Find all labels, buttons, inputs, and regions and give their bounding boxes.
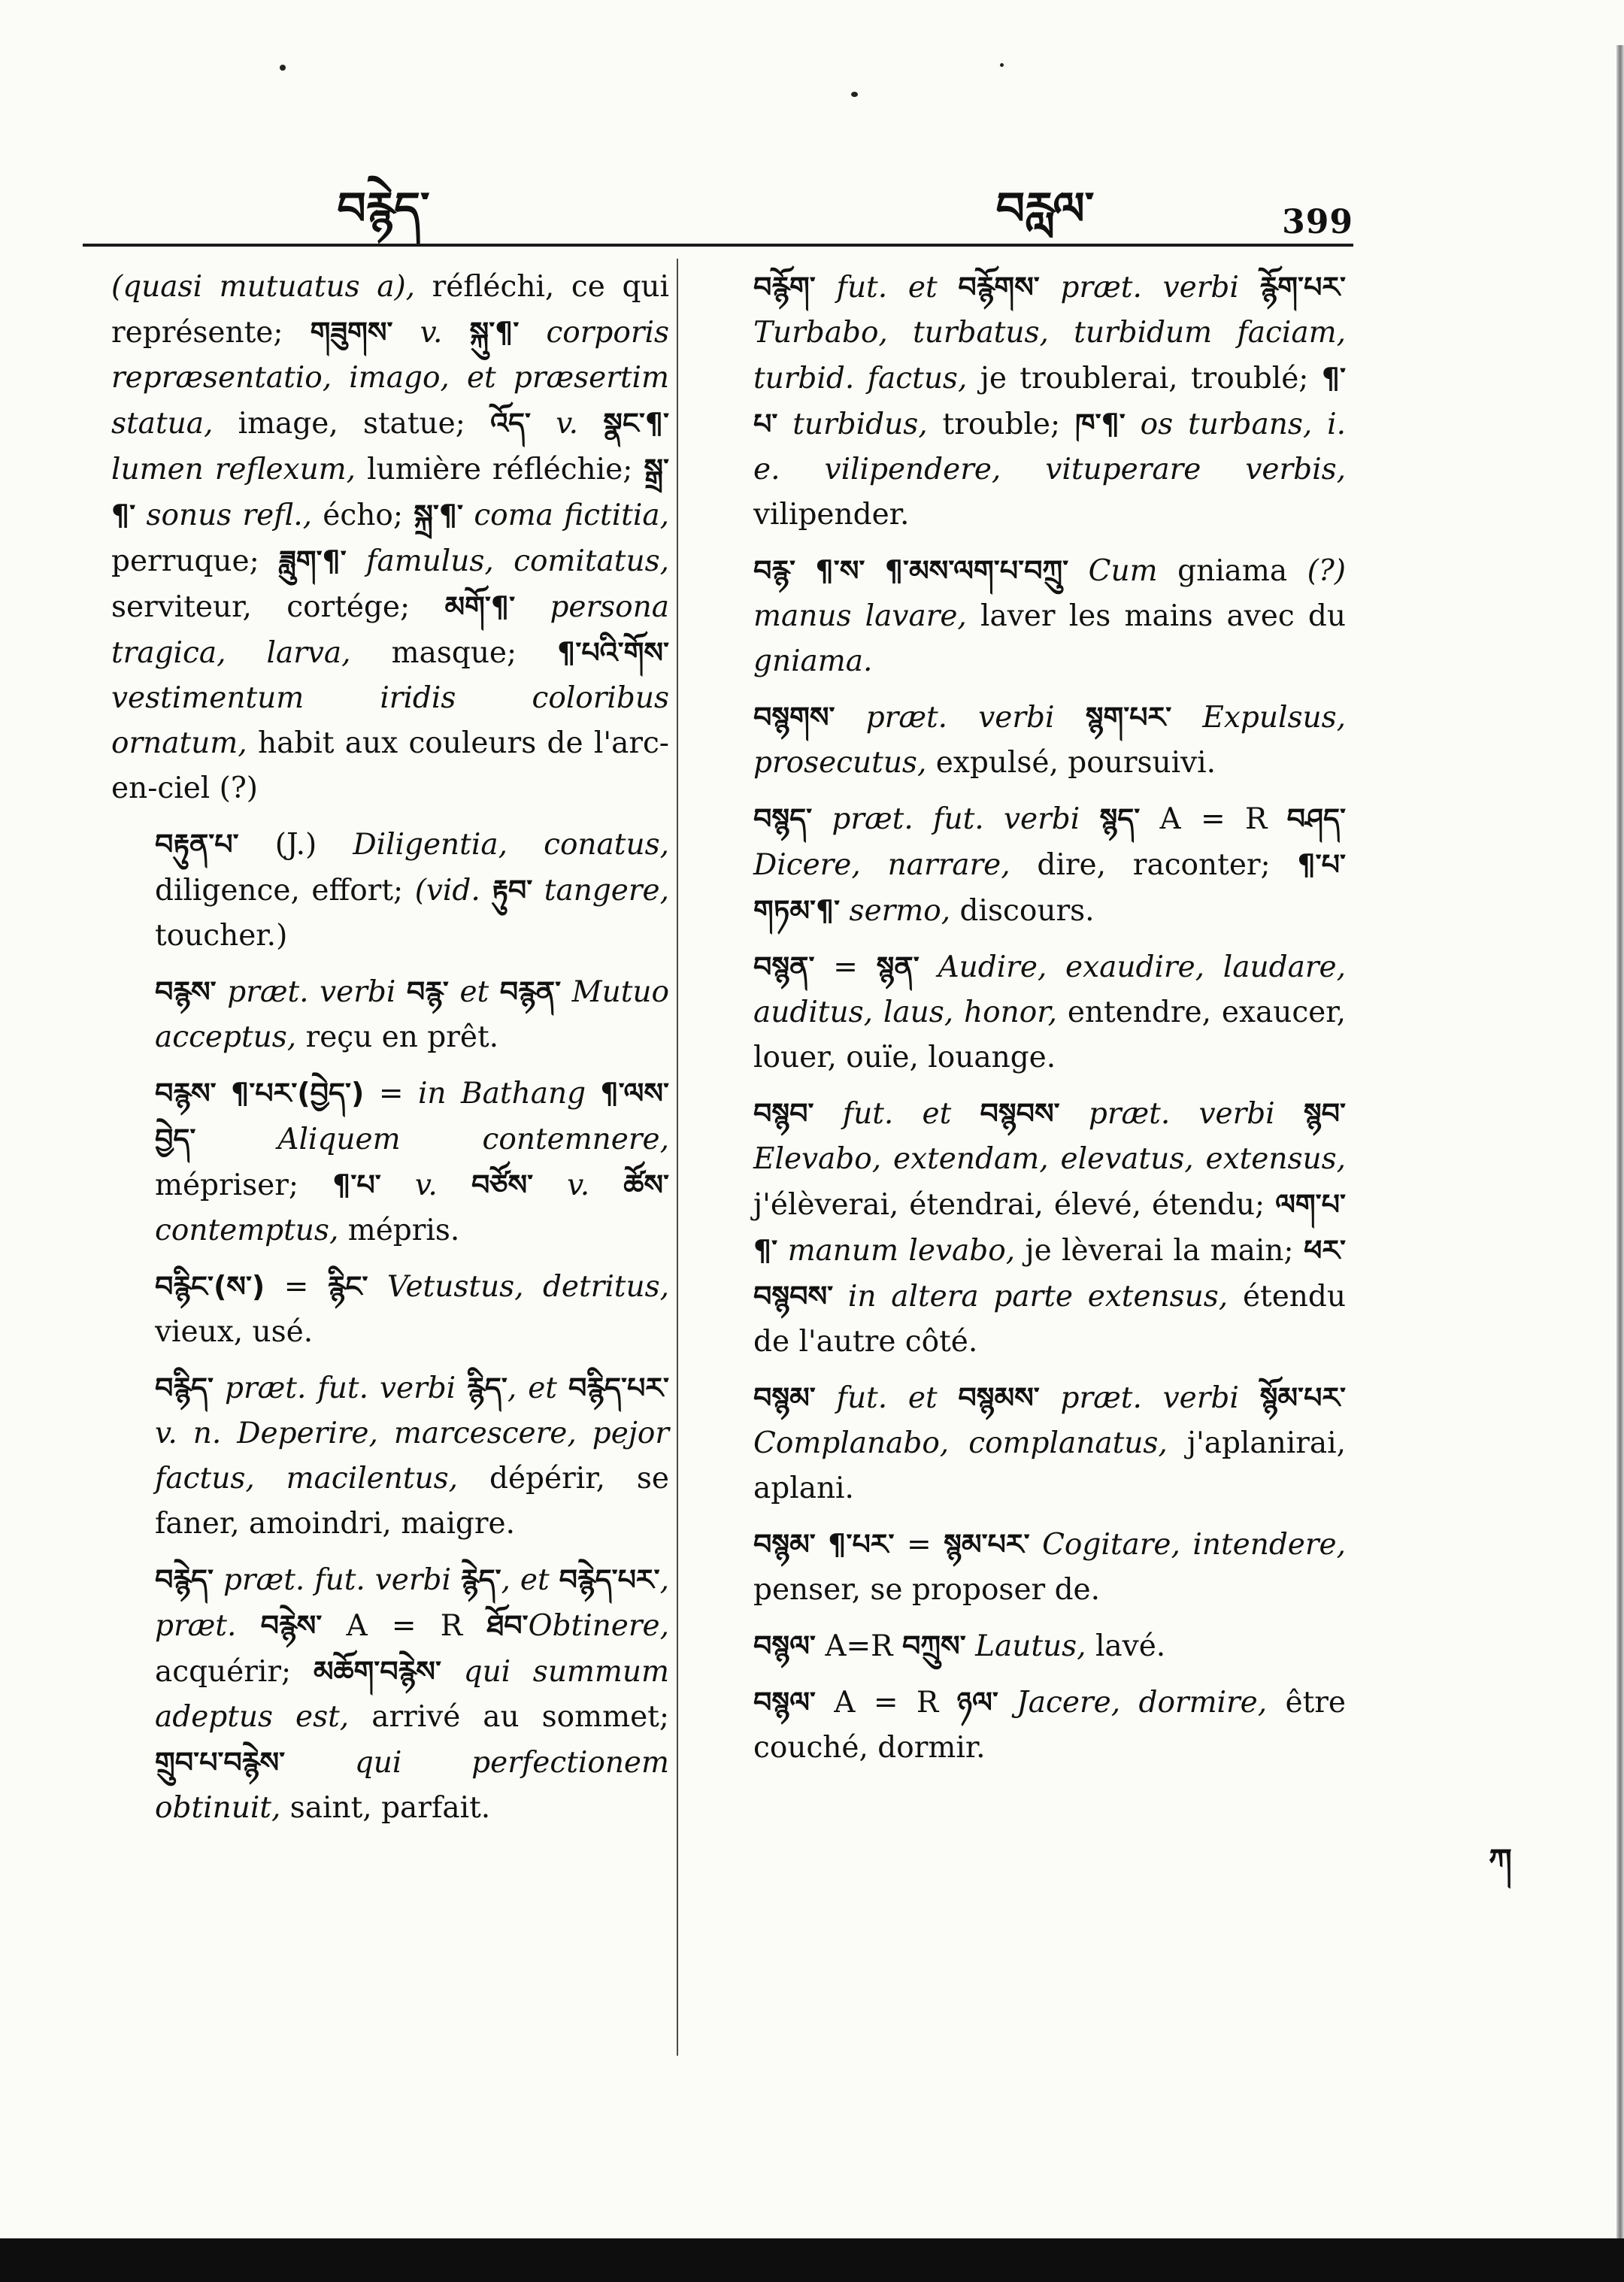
latin-gloss: præt. verbi [835, 701, 1086, 735]
tibetan-term: བརྙས་ [155, 975, 217, 1008]
latin-gloss: et [448, 975, 500, 1009]
french-gloss [586, 1077, 600, 1111]
latin-gloss: præt. verbi [1059, 1097, 1304, 1131]
tibetan-term: སྙམ་པར་ [944, 1528, 1030, 1561]
latin-gloss: , præt. [155, 1563, 669, 1643]
latin-gloss: sonus refl., [135, 499, 313, 532]
tibetan-term: ཕར་བསྙབས་ [753, 1234, 1346, 1313]
french-gloss: expulsé, poursuivi. [926, 746, 1216, 780]
tibetan-term: ལག་པ་¶་ [753, 1188, 1346, 1267]
latin-gloss: v. n. Deperire, marcescere, pejor factus, macilentus, [155, 1417, 669, 1496]
dictionary-entry [710, 265, 1346, 538]
french-gloss: dire, raconter; [1010, 848, 1298, 882]
tibetan-term: བསྙམ་ [753, 1381, 816, 1414]
tibetan-term: སྙད་ [1099, 802, 1141, 835]
latin-gloss: Mutuo acceptus, [155, 975, 670, 1054]
dictionary-entry [111, 1264, 669, 1355]
latin-gloss: corporis repræsentatio, imago, et præsertim statua, [111, 316, 669, 441]
french-gloss: habit aux couleurs de l'arc-en-ciel (?) [111, 726, 669, 805]
tibetan-term: ¶་པ་ གཏམ་¶་ [753, 848, 1346, 927]
latin-gloss: Cogitare, intendere, [1029, 1528, 1346, 1562]
scan-bottom-edge [0, 2238, 1624, 2282]
french-gloss [217, 1077, 231, 1111]
french-gloss: = [364, 1077, 418, 1111]
dictionary-entry [710, 1375, 1346, 1511]
tibetan-term: ¶་པ་ [753, 362, 1346, 441]
tibetan-term: བཀྲུས་ [901, 1629, 966, 1662]
tibetan-term: བརྙིད་ [155, 1371, 214, 1405]
tibetan-term: སྒྲ་¶་ [111, 453, 669, 532]
dictionary-entry [710, 944, 1346, 1080]
french-gloss [795, 554, 816, 588]
header-rule [83, 244, 1353, 247]
french-gloss: mépriser; [155, 1168, 333, 1202]
latin-gloss: Vetustus, detritus, [368, 1270, 669, 1304]
tibetan-term: བརྙེད་ [155, 1563, 214, 1596]
dictionary-entry [710, 1091, 1346, 1365]
tibetan-term: བརྙ་ [406, 975, 449, 1008]
latin-gloss: Turbabo, turbatus, turbidum faciam, turbid. factus, [753, 316, 1346, 395]
tibetan-term: བརྙོགས་ [958, 271, 1040, 304]
tibetan-term: རྙིད་ [467, 1371, 508, 1405]
tibetan-term: བཙོས་ [471, 1168, 534, 1202]
latin-gloss: v. [531, 407, 604, 441]
latin-gloss: in altera parte extensus, [833, 1280, 1229, 1314]
tibetan-term: བསྙམས་ [958, 1381, 1040, 1414]
latin-gloss: præt. fut. verbi [214, 1563, 461, 1597]
dictionary-entry [710, 796, 1346, 934]
tibetan-term: བརྙས་ [155, 1077, 217, 1110]
french-gloss: vilipender. [753, 498, 910, 532]
tibetan-term: སྣང་¶་ [603, 407, 669, 440]
latin-gloss: Audire, exaudire, laudare, auditus, laus, honor, [753, 950, 1346, 1029]
tibetan-term: བསྙལ་ [753, 1629, 816, 1662]
tibetan-term: མགོ་¶་ [444, 590, 516, 623]
dictionary-entry [111, 1557, 669, 1831]
tibetan-term: བརྙན་ [499, 975, 562, 1008]
dictionary-entry [111, 265, 669, 811]
tibetan-term: ¶་ལས་བྱེད་ [155, 1077, 669, 1156]
tibetan-term: ཉལ་ [956, 1686, 998, 1719]
left-column [111, 265, 669, 1841]
tibetan-term: ཚོས་ [623, 1168, 669, 1202]
french-gloss: entendre, exaucer, louer, ouïe, louange. [753, 996, 1346, 1074]
running-head-left: བརྙེད་ [337, 183, 430, 235]
tibetan-term: བརྙོག་ [753, 271, 816, 304]
dictionary-entry [710, 695, 1346, 786]
tibetan-term: བརྟུན་པ་ [155, 828, 239, 861]
dictionary-entry [710, 548, 1346, 684]
latin-gloss: lumen reflexum, [111, 453, 356, 486]
latin-gloss: Obtinere, [528, 1609, 670, 1643]
tibetan-term: རྙོག་པར་ [1259, 271, 1346, 304]
latin-gloss: Lautus, [965, 1629, 1086, 1663]
latin-gloss: tangere, [532, 874, 669, 908]
dictionary-entry [111, 969, 669, 1060]
latin-gloss: præt. verbi [1039, 1381, 1260, 1415]
french-gloss [865, 554, 885, 588]
column-divider [677, 259, 678, 2056]
latin-gloss: v. [380, 1168, 471, 1202]
latin-gloss: præt. fut. verbi [812, 802, 1100, 836]
latin-gloss: præt. verbi [1039, 271, 1260, 305]
latin-gloss: Aliquem contemnere, [195, 1123, 669, 1156]
tibetan-term: སྙན་ [876, 950, 920, 983]
french-gloss: (J.) [238, 828, 353, 862]
french-gloss: masque; [350, 636, 558, 670]
latin-gloss: præt. fut. verbi [214, 1371, 468, 1405]
tibetan-term: སྙག་པར་ [1085, 701, 1172, 734]
french-gloss: A = R [815, 1686, 957, 1720]
french-gloss: trouble; [927, 408, 1076, 441]
latin-gloss: fut. et [815, 271, 959, 305]
tibetan-term: སྐུ་¶་ [469, 316, 520, 349]
latin-gloss: Elevabo, extendam, elevatus, extensus, [753, 1142, 1346, 1176]
french-gloss: toucher.) [155, 919, 288, 953]
tibetan-term: བརྙེས་ [260, 1609, 323, 1642]
french-gloss: mépris. [338, 1214, 460, 1247]
tibetan-term: བརྙེད་པར་ [559, 1563, 660, 1596]
printer-mark: ཀ [1489, 1842, 1512, 1880]
page-number: 399 [1282, 203, 1353, 241]
page-edge-shadow [1616, 45, 1624, 2241]
latin-gloss: qui summum adeptus est, [155, 1655, 669, 1734]
latin-gloss: Diligentia, conatus, [353, 828, 670, 862]
french-gloss: laver les mains avec du [966, 599, 1346, 633]
tibetan-term: བསྙན་ [753, 950, 815, 983]
dictionary-entry [111, 822, 669, 959]
tibetan-term: བསྙགས་ [753, 701, 835, 734]
french-gloss: acquérir; [155, 1655, 314, 1689]
latin-gloss: Jacere, dormire, [998, 1686, 1268, 1720]
tibetan-term: རྙིང་ [327, 1270, 368, 1303]
latin-gloss: os turbans, i. e. vilipendere, vituperare verbis, [753, 408, 1347, 486]
tibetan-term: བསྙལ་ [753, 1686, 816, 1719]
latin-gloss: coma fictitia, [463, 499, 669, 532]
french-gloss: saint, parfait. [280, 1791, 491, 1825]
french-gloss: reçu en prêt. [296, 1020, 499, 1054]
dictionary-entry [710, 1522, 1346, 1613]
french-gloss: diligence, effort; [155, 874, 415, 908]
tibetan-term: རྟུབ་ [492, 874, 533, 907]
french-gloss [816, 1528, 829, 1562]
tibetan-term: ¶་པ་ [332, 1168, 381, 1202]
print-speck [280, 65, 286, 71]
tibetan-term: རྙེད་ [460, 1563, 501, 1596]
tibetan-term: བརྙིད་པར་ [568, 1371, 669, 1405]
french-gloss: étendu de l'autre côté. [753, 1280, 1346, 1359]
tibetan-term: མཆོག་བརྙེས་ [313, 1655, 441, 1688]
tibetan-term: བརྙ་ [753, 554, 796, 587]
latin-gloss: persona tragica, larva, [111, 590, 669, 670]
latin-gloss: Dicere, narrare, [753, 848, 1010, 882]
print-speck [851, 92, 858, 97]
latin-gloss: famulus, comitatus, [346, 544, 670, 578]
tibetan-term: གཟུགས་ [310, 316, 393, 349]
tibetan-term: གྲུབ་པ་བརྙེས་ [155, 1746, 286, 1779]
latin-gloss: fut. et [814, 1097, 980, 1131]
french-gloss: image, statue; [213, 407, 491, 441]
french-gloss: je troublerai, troublé; [967, 362, 1322, 395]
french-gloss: = [265, 1270, 328, 1304]
tibetan-term: ¶་པར་ [828, 1528, 895, 1561]
french-gloss: A=R [815, 1629, 902, 1663]
tibetan-term: སྙོམ་པར་ [1259, 1381, 1346, 1414]
dictionary-entry [710, 1623, 1346, 1669]
latin-gloss: Complanabo, complanatus, [753, 1426, 1168, 1460]
french-gloss: = [814, 950, 877, 984]
tibetan-term: འོད་ [490, 407, 532, 440]
right-column [710, 265, 1346, 1781]
print-speck [1000, 63, 1004, 67]
french-gloss: arrivé au sommet; [349, 1700, 669, 1734]
tibetan-term: བཤད་ [1286, 802, 1346, 835]
latin-gloss: , et [501, 1563, 559, 1597]
french-gloss: A = R [1140, 802, 1287, 836]
tibetan-term: ¶་པའི་གོས་ [557, 636, 669, 669]
latin-gloss: sermo, [840, 894, 951, 928]
latin-gloss: fut. et [815, 1381, 959, 1415]
tibetan-term: ¶་ས་ [815, 554, 865, 587]
dictionary-entry [111, 1365, 669, 1547]
tibetan-term: ཟླུག་¶་ [279, 544, 347, 577]
tibetan-term: ཐོབ་ [486, 1609, 529, 1642]
tibetan-term: ཁ་¶་ [1075, 408, 1126, 441]
french-gloss: serviteur, cortége; [111, 590, 445, 624]
french-gloss: A = R [322, 1609, 487, 1643]
latin-gloss: turbidus, [777, 408, 928, 441]
latin-gloss: v. [533, 1168, 624, 1202]
tibetan-term: ¶་མས་ལག་པ་བཀྲུ་ [884, 554, 1069, 587]
tibetan-term: བསྙབས་ [980, 1097, 1060, 1130]
french-gloss: lavé. [1086, 1629, 1166, 1663]
french-gloss: j'aplanirai, aplani. [753, 1426, 1346, 1505]
dictionary-entry [710, 1680, 1346, 1771]
latin-gloss: Cum [1068, 554, 1158, 588]
latin-gloss: contemptus, [155, 1214, 339, 1247]
latin-gloss: in Bathang [417, 1077, 586, 1111]
latin-gloss: gniama. [753, 644, 873, 678]
french-gloss: penser, se proposer de. [753, 1573, 1101, 1607]
french-gloss: gniama [1157, 554, 1307, 588]
tibetan-term: སྐྲ་¶་ [414, 499, 464, 532]
latin-gloss: , et [507, 1371, 568, 1405]
latin-gloss: præt. verbi [216, 975, 407, 1009]
french-gloss: discours. [950, 894, 1095, 928]
tibetan-term: བསྙད་ [753, 802, 813, 835]
french-gloss: vieux, usé. [155, 1315, 314, 1349]
tibetan-term: སྙབ་ [1303, 1097, 1346, 1130]
french-gloss: écho; [312, 499, 414, 532]
latin-gloss: (quasi mutuatus a), [111, 270, 416, 304]
tibetan-term: བརྙིང་(ས་) [155, 1270, 265, 1303]
dictionary-entry [111, 1071, 669, 1253]
latin-gloss: (vid. [414, 874, 492, 908]
tibetan-term: བསྙབ་ [753, 1097, 814, 1130]
latin-gloss: manum levabo, [777, 1234, 1016, 1268]
latin-gloss: Expulsus, prosecutus, [753, 701, 1346, 780]
running-head-right: བརླལ་ [995, 183, 1095, 235]
latin-gloss: v. [392, 316, 470, 350]
tibetan-term: བསྙམ་ [753, 1528, 816, 1561]
french-gloss: dépérir, se faner, amoindri, maigre. [155, 1462, 669, 1541]
tibetan-term: ¶་པར་(བྱེད་) [231, 1077, 365, 1110]
french-gloss: réfléchi, ce qui représente; [111, 270, 669, 350]
french-gloss: lumière réfléchie; [356, 453, 644, 486]
french-gloss: être couché, dormir. [753, 1686, 1347, 1765]
latin-gloss: qui perfectionem obtinuit, [155, 1746, 669, 1825]
latin-gloss: (?) manus lavare, [753, 554, 1347, 633]
french-gloss: je lèverai la main; [1015, 1234, 1304, 1268]
french-gloss: = [894, 1528, 944, 1562]
latin-gloss: vestimentum iridis coloribus ornatum, [111, 681, 669, 760]
french-gloss: perruque; [111, 544, 280, 578]
french-gloss: j'élèverai, étendrai, élevé, étendu; [753, 1188, 1276, 1222]
